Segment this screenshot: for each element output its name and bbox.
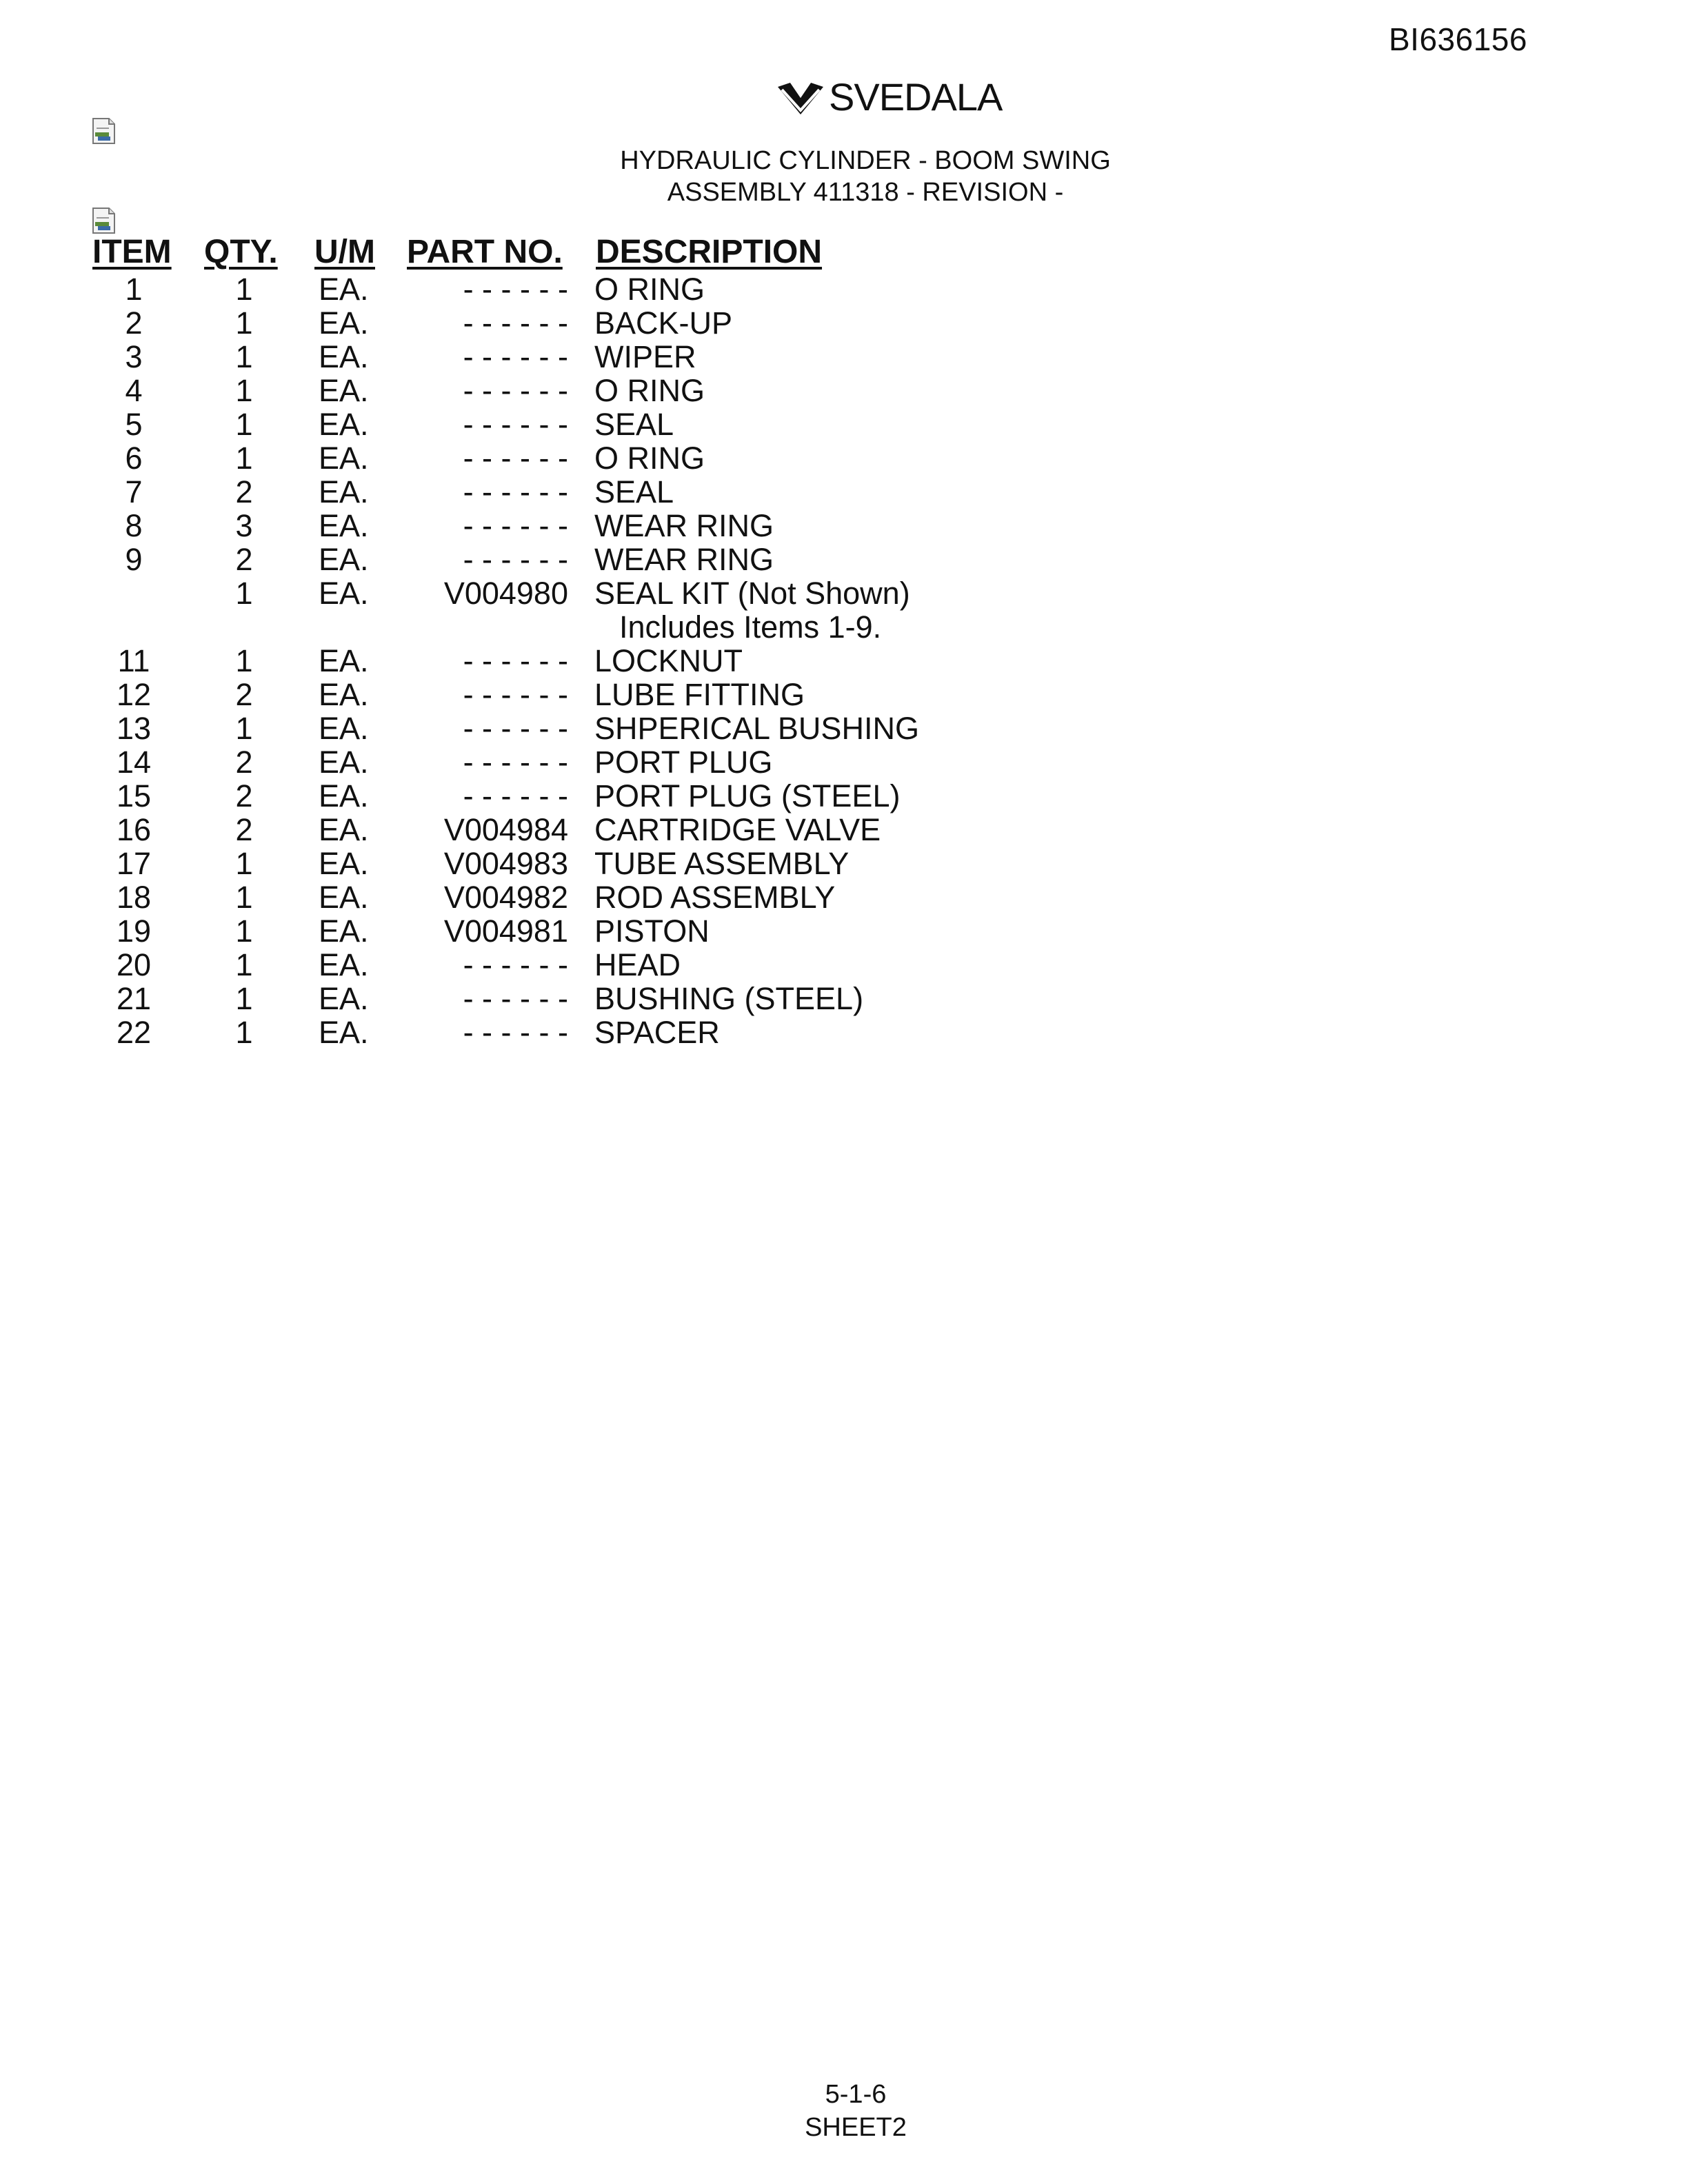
um-cell: EA.	[319, 1015, 369, 1050]
qty-cell: 1	[235, 947, 253, 982]
document-number: BI636156	[1389, 21, 1527, 57]
part-no-cell: V004982	[443, 880, 568, 915]
page-number: 5-1-6	[825, 2080, 887, 2109]
description-cell: CARTRIDGE VALVE	[594, 812, 881, 847]
part-no-cell: - - - - - -	[463, 373, 568, 408]
qty-cell: 1	[235, 576, 253, 611]
um-cell: EA.	[319, 441, 369, 476]
part-no-cell: - - - - - -	[463, 947, 568, 982]
qty-cell: 2	[235, 474, 253, 509]
header-part-no: PART NO.	[407, 234, 563, 270]
item-cell: 19	[116, 913, 152, 949]
qty-cell: 1	[235, 643, 253, 678]
qty-cell: 2	[235, 745, 253, 780]
item-cell: 13	[116, 711, 152, 746]
item-cell: 9	[125, 542, 143, 577]
part-no-cell: - - - - - -	[463, 745, 568, 780]
part-no-cell: - - - - - -	[463, 711, 568, 746]
document-icon	[91, 117, 117, 145]
part-no-cell: - - - - - -	[463, 778, 568, 813]
part-no-cell: - - - - - -	[463, 339, 568, 374]
qty-cell: 1	[235, 407, 253, 442]
qty-cell: 1	[235, 339, 253, 374]
header-item: ITEM	[92, 234, 172, 270]
part-no-cell: - - - - - -	[463, 542, 568, 577]
um-cell: EA.	[319, 880, 369, 915]
um-cell: EA.	[319, 711, 369, 746]
item-cell: 4	[125, 373, 143, 408]
um-cell: EA.	[319, 272, 369, 307]
description-cell: PORT PLUG (STEEL)	[594, 778, 901, 813]
um-cell: EA.	[319, 576, 369, 611]
part-no-cell: - - - - - -	[463, 474, 568, 509]
description-cell: SPACER	[594, 1015, 720, 1050]
um-cell: EA.	[319, 407, 369, 442]
part-no-cell: V004981	[443, 913, 568, 949]
item-cell: 1	[125, 272, 143, 307]
item-cell: 7	[125, 474, 143, 509]
item-cell: 2	[125, 305, 143, 341]
qty-cell: 1	[235, 305, 253, 341]
um-cell: EA.	[319, 981, 369, 1016]
um-cell: EA.	[319, 846, 369, 881]
qty-cell: 1	[235, 913, 253, 949]
qty-cell: 2	[235, 542, 253, 577]
description-cell: BUSHING (STEEL)	[594, 981, 864, 1016]
item-cell: 22	[116, 1015, 152, 1050]
qty-cell: 2	[235, 778, 253, 813]
description-cell: O RING	[594, 272, 705, 307]
qty-cell: 1	[235, 441, 253, 476]
description-cell: O RING	[594, 373, 705, 408]
um-cell: EA.	[319, 474, 369, 509]
description-cell: WEAR RING	[594, 508, 774, 543]
header-um: U/M	[314, 234, 375, 270]
item-cell: 5	[125, 407, 143, 442]
um-cell: EA.	[319, 542, 369, 577]
item-cell: 15	[116, 778, 152, 813]
item-cell: 14	[116, 745, 152, 780]
um-cell: EA.	[319, 913, 369, 949]
title-line-2: ASSEMBLY 411318 - REVISION -	[667, 178, 1064, 207]
description-cell: BACK-UP	[594, 305, 733, 341]
item-cell: 16	[116, 812, 152, 847]
logo-text: SVEDALA	[829, 74, 1003, 119]
um-cell: EA.	[319, 339, 369, 374]
part-no-cell: V004984	[443, 812, 568, 847]
company-logo	[775, 76, 1002, 117]
part-no-cell: - - - - - -	[463, 305, 568, 341]
part-no-cell: V004980	[443, 576, 568, 611]
part-no-cell: - - - - - -	[463, 272, 568, 307]
item-cell: 8	[125, 508, 143, 543]
part-no-cell: - - - - - -	[463, 981, 568, 1016]
description-cell: SEAL KIT (Not Shown)	[594, 576, 910, 611]
description-cell: O RING	[594, 441, 705, 476]
part-no-cell: V004983	[443, 846, 568, 881]
um-cell: EA.	[319, 947, 369, 982]
part-no-cell: - - - - - -	[463, 441, 568, 476]
part-no-cell: - - - - - -	[463, 1015, 568, 1050]
sheet-label: SHEET2	[805, 2113, 907, 2142]
title-line-1: HYDRAULIC CYLINDER - BOOM SWING	[620, 146, 1111, 175]
qty-cell: 1	[235, 880, 253, 915]
qty-cell: 1	[235, 711, 253, 746]
description-cell: TUBE ASSEMBLY	[594, 846, 850, 881]
description-cell: Includes Items 1-9.	[619, 609, 882, 645]
um-cell: EA.	[319, 508, 369, 543]
header-qty: QTY.	[204, 234, 278, 270]
svedala-logo-icon	[775, 77, 826, 116]
item-cell: 21	[116, 981, 152, 1016]
description-cell: SEAL	[594, 474, 674, 509]
description-cell: SHPERICAL BUSHING	[594, 711, 919, 746]
description-cell: PORT PLUG	[594, 745, 773, 780]
document-title	[0, 145, 1688, 208]
item-cell: 18	[116, 880, 152, 915]
header-description: DESCRIPTION	[596, 234, 823, 270]
um-cell: EA.	[319, 305, 369, 341]
description-cell: LUBE FITTING	[594, 677, 805, 712]
um-cell: EA.	[319, 677, 369, 712]
qty-cell: 2	[235, 812, 253, 847]
item-cell: 3	[125, 339, 143, 374]
document-icon	[91, 207, 117, 234]
qty-cell: 1	[235, 272, 253, 307]
part-no-cell: - - - - - -	[463, 508, 568, 543]
um-cell: EA.	[319, 373, 369, 408]
um-cell: EA.	[319, 778, 369, 813]
item-cell: 12	[116, 677, 152, 712]
qty-cell: 1	[235, 846, 253, 881]
item-cell: 17	[116, 846, 152, 881]
item-cell: 11	[117, 643, 150, 678]
page-footer	[0, 2078, 1688, 2144]
qty-cell: 1	[235, 1015, 253, 1050]
part-no-cell: - - - - - -	[463, 643, 568, 678]
description-cell: ROD ASSEMBLY	[594, 880, 836, 915]
um-cell: EA.	[319, 812, 369, 847]
item-cell: 20	[116, 947, 152, 982]
um-cell: EA.	[319, 745, 369, 780]
qty-cell: 1	[235, 373, 253, 408]
description-cell: WEAR RING	[594, 542, 774, 577]
part-no-cell: - - - - - -	[463, 407, 568, 442]
qty-cell: 3	[235, 508, 253, 543]
description-cell: WIPER	[594, 339, 696, 374]
description-cell: PISTON	[594, 913, 710, 949]
um-cell: EA.	[319, 643, 369, 678]
qty-cell: 1	[235, 981, 253, 1016]
description-cell: LOCKNUT	[594, 643, 743, 678]
description-cell: SEAL	[594, 407, 674, 442]
item-cell: 6	[125, 441, 143, 476]
description-cell: HEAD	[594, 947, 681, 982]
qty-cell: 2	[235, 677, 253, 712]
part-no-cell: - - - - - -	[463, 677, 568, 712]
